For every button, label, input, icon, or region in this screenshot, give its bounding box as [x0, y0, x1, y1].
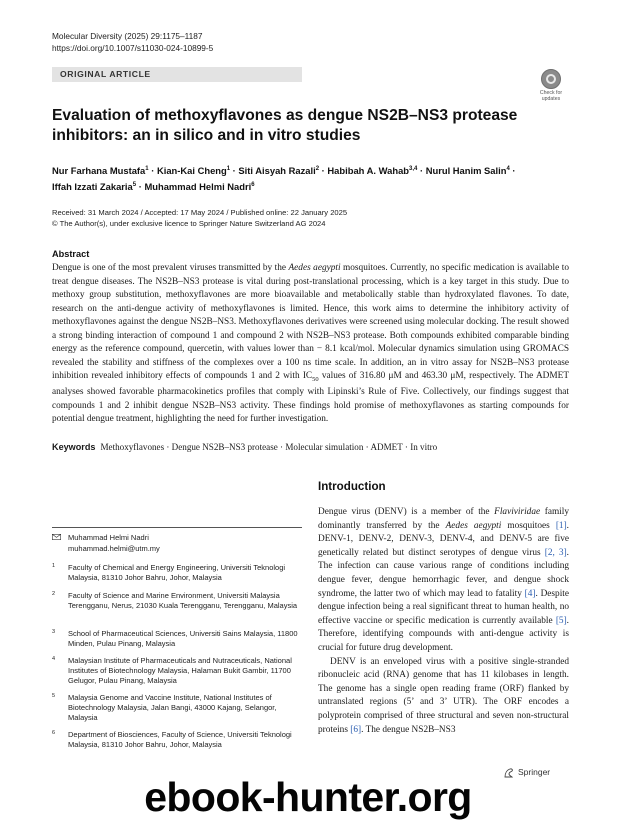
intro-text: mosquitoes: [501, 520, 556, 531]
abstract-species: Aedes aegypti: [288, 263, 341, 273]
check-for-updates-icon: [541, 69, 561, 89]
intro-family-name: Flaviviridae: [494, 507, 541, 517]
author-affiliation-marker: 1: [145, 166, 149, 172]
author-name: Muhammad Helmi Nadri: [144, 181, 252, 193]
abstract-ic-subscript: 50: [312, 375, 319, 383]
author-name: Siti Aisyah Razali: [238, 165, 316, 177]
intro-text: . Despite dengue infection being a real significant threat to human health, no effective vaccine or specific medication is currently available: [318, 588, 569, 626]
affiliation-number: 1: [52, 563, 56, 569]
keywords-line: [52, 441, 572, 454]
citation-link[interactable]: [6]: [350, 724, 362, 735]
intro-species-name: Aedes aegypti: [445, 520, 502, 531]
intro-text: . The dengue NS2B–NS3: [361, 724, 456, 735]
author-entry[interactable]: [327, 165, 417, 176]
keywords-label: Keywords: [52, 442, 96, 452]
intro-text: . The infection can cause various range of conditions including dengue fever, dengue hemorrhagic fever, and dengue shock syndrome, the latter two of which may lead to fatality: [318, 547, 569, 599]
doi-link[interactable]: https://doi.org/10.1007/s11030-024-10899-5: [52, 43, 214, 53]
badge-line-2: updates: [541, 96, 561, 102]
author-separator: ·: [509, 165, 516, 177]
author-separator: ·: [148, 165, 157, 177]
history-dates: Received: 31 March 2024 / Accepted: 17 May 2024 / Published online: 22 January 2025: [52, 208, 348, 217]
journal-header: [52, 30, 213, 54]
affiliation-text: Malaysian Institute of Pharmaceuticals and Nutraceuticals, National Institutes of Biotechnology Malaysia, Halaman Bukit Gambir, 11700 Gelugor, Pulau Pinang, Malaysia: [68, 656, 292, 685]
intro-text: DENV is an enveloped virus with a positive single-stranded ribonucleic acid (RNA) genome that has 11 kilobases in length. The genome has a single open reading frame (ORF) flanked by untranslated regions (5’ and 3’ UTR). The ORF encodes a polyprotein comprised of three structural and seven non-structural proteins: [318, 656, 569, 735]
affiliation-number: 4: [52, 656, 56, 662]
author-affiliation-marker: 2: [315, 166, 320, 172]
author-name: Iffah Izzati Zakaria: [52, 181, 133, 193]
check-for-updates-badge[interactable]: [535, 69, 567, 105]
intro-text: family dominantly transferred by the: [318, 507, 569, 531]
author-separator: ·: [136, 181, 145, 193]
title-line-2: inhibitors: an in silico and in vitro studies: [52, 127, 361, 144]
author-affiliation-marker: 6: [251, 182, 255, 189]
abstract-heading: Abstract: [52, 249, 90, 259]
affiliation-text: Faculty of Science and Marine Environment, Universiti Malaysia Terengganu, Nerus, 21030 Kuala Terengganu, Terengganu, Malaysia: [68, 591, 298, 610]
author-affiliation-marker: 3,4: [409, 166, 418, 172]
introduction-heading: Introduction: [318, 480, 386, 493]
envelope-icon: [52, 534, 61, 540]
contact-email[interactable]: muhammad.helmi@utm.my: [68, 543, 160, 553]
abstract-text-c: values of 316.80 μM and 463.30 μM, respectively. The ADMET analyses showed favorable pharmacokinetics profiles that comply with Lipinski’s Rule of Five. Collectively, our findings suggest that compounds 1 and 2 inhibit dengue NS2B–NS3 activity. These findings hold promise of methoxyflavones as starting compounds for potential dengue treatment, highlighting the need for further investigation.: [52, 371, 570, 425]
author-entry[interactable]: [426, 165, 510, 176]
introduction-body: [318, 506, 569, 737]
author-entry[interactable]: [52, 165, 149, 176]
author-separator: ·: [319, 165, 328, 177]
badge-line-1: Check for: [539, 90, 563, 96]
abstract-text-a: Dengue is one of the most prevalent viruses transmitted by the: [52, 263, 289, 273]
author-separator: ·: [230, 165, 239, 177]
intro-text: Dengue virus (DENV) is a member of the: [318, 507, 495, 517]
citation-link[interactable]: [2, 3]: [544, 547, 567, 558]
author-affiliation-marker: 4: [506, 166, 510, 172]
author-entry[interactable]: [52, 181, 136, 192]
intro-paragraph-2: [318, 656, 569, 738]
contact-name: Muhammad Helmi Nadri: [68, 533, 149, 542]
affiliation-text: Department of Biosciences, Faculty of Science, Universiti Teknologi Malaysia, 81310 Johor Bahru, Johor, Malaysia: [68, 730, 292, 749]
intro-text: . DENV-1, DENV-2, DENV-3, DENV-4, and DENV-5 are five genetically related but distinct serotypes of dengue virus: [318, 520, 569, 558]
publisher-name: Springer: [518, 767, 551, 777]
intro-paragraph-1: [318, 506, 569, 656]
watermark-text: ebook-hunter.org: [144, 774, 472, 820]
affiliation-text: School of Pharmaceutical Sciences, Universiti Sains Malaysia, 11800 Minden, Pulau Pinang, Malaysia: [68, 629, 298, 648]
author-affiliation-marker: 1: [226, 166, 231, 172]
copyright-line: © The Author(s), under exclusive licence to Springer Nature Switzerland AG 2024: [52, 219, 326, 228]
author-list: [52, 162, 572, 194]
affiliation-text: Faculty of Chemical and Energy Engineering, Universiti Teknologi Malaysia, 81310 Johor Bahru, Johor, Malaysia: [68, 563, 286, 582]
title-line-1: Evaluation of methoxyflavones as dengue NS2B–NS3 protease: [52, 107, 518, 124]
citation-link[interactable]: [4]: [524, 588, 536, 599]
citation-link[interactable]: [1]: [555, 520, 567, 531]
author-name: Kian-Kai Cheng: [156, 165, 227, 177]
intro-text: . Therefore, identifying compounds with anti-dengue activity is crucial for future drug development.: [318, 615, 569, 653]
author-entry[interactable]: [157, 165, 230, 176]
affiliation-number: 2: [52, 591, 56, 597]
footnote-divider: [52, 527, 302, 528]
affiliation-number: 3: [52, 629, 56, 635]
author-name: Nurul Hanim Salin: [425, 165, 507, 177]
author-entry[interactable]: [144, 181, 254, 192]
author-name: Habibah A. Wahab: [327, 165, 410, 177]
abstract-text-b: mosquitoes. Currently, no specific medication is available to treat dengue diseases. The NS2B–NS3 protease is vital during post-translational processing, which is a key target in this study. Due to methoxy group substitution, methoxyflavones are more bioavailable and metabolically stable than hydroxylated flavones. To date, research on the anti-dengue activity of methoxyflavones is limited. Hence, this work aims to determine the inhibitory activity of methoxyflavones against the dengue NS2B–NS3. Methoxyflavones derivatives were screened using molecular docking. The result showed a strong binding interaction of compound 1 and compound 2 with NS2B–NS3 protease. Both compounds exhibited comparable binding energy as the reference compound, quercetin, with values lower than − 8.1 kcal/mol. Molecular dynamics simulation using GROMACS revealed the stability and stiffness of the complexes over a 100 ns time scale. In addition, an in vitro assay for NS2B–NS3 protease inhibition revealed inhibitory effects of compounds 1 and 2 with IC: [52, 263, 569, 381]
author-name: Nur Farhana Mustafa: [52, 165, 146, 177]
affiliation-text: Malaysia Genome and Vaccine Institute, National Institutes of Biotechnology Malaysia, Jalan Bangi, 43000 Kajang, Selangor, Malaysia: [68, 693, 277, 722]
publication-dates: [52, 207, 347, 229]
author-separator: ·: [417, 165, 426, 177]
article-type-label: ORIGINAL ARTICLE: [60, 69, 151, 79]
keywords-text: Methoxyflavones · Dengue NS2B–NS3 protease · Molecular simulation · ADMET · In vitro: [100, 442, 438, 452]
affiliation-number: 5: [52, 693, 56, 699]
author-affiliation-marker: 5: [132, 182, 137, 189]
citation-link[interactable]: [5]: [555, 615, 567, 626]
affiliation-number: 6: [52, 730, 56, 736]
article-title: [52, 106, 522, 146]
abstract-body: [52, 262, 569, 427]
author-entry[interactable]: [238, 165, 319, 176]
journal-citation: Molecular Diversity (2025) 29:1175–1187: [52, 31, 203, 41]
